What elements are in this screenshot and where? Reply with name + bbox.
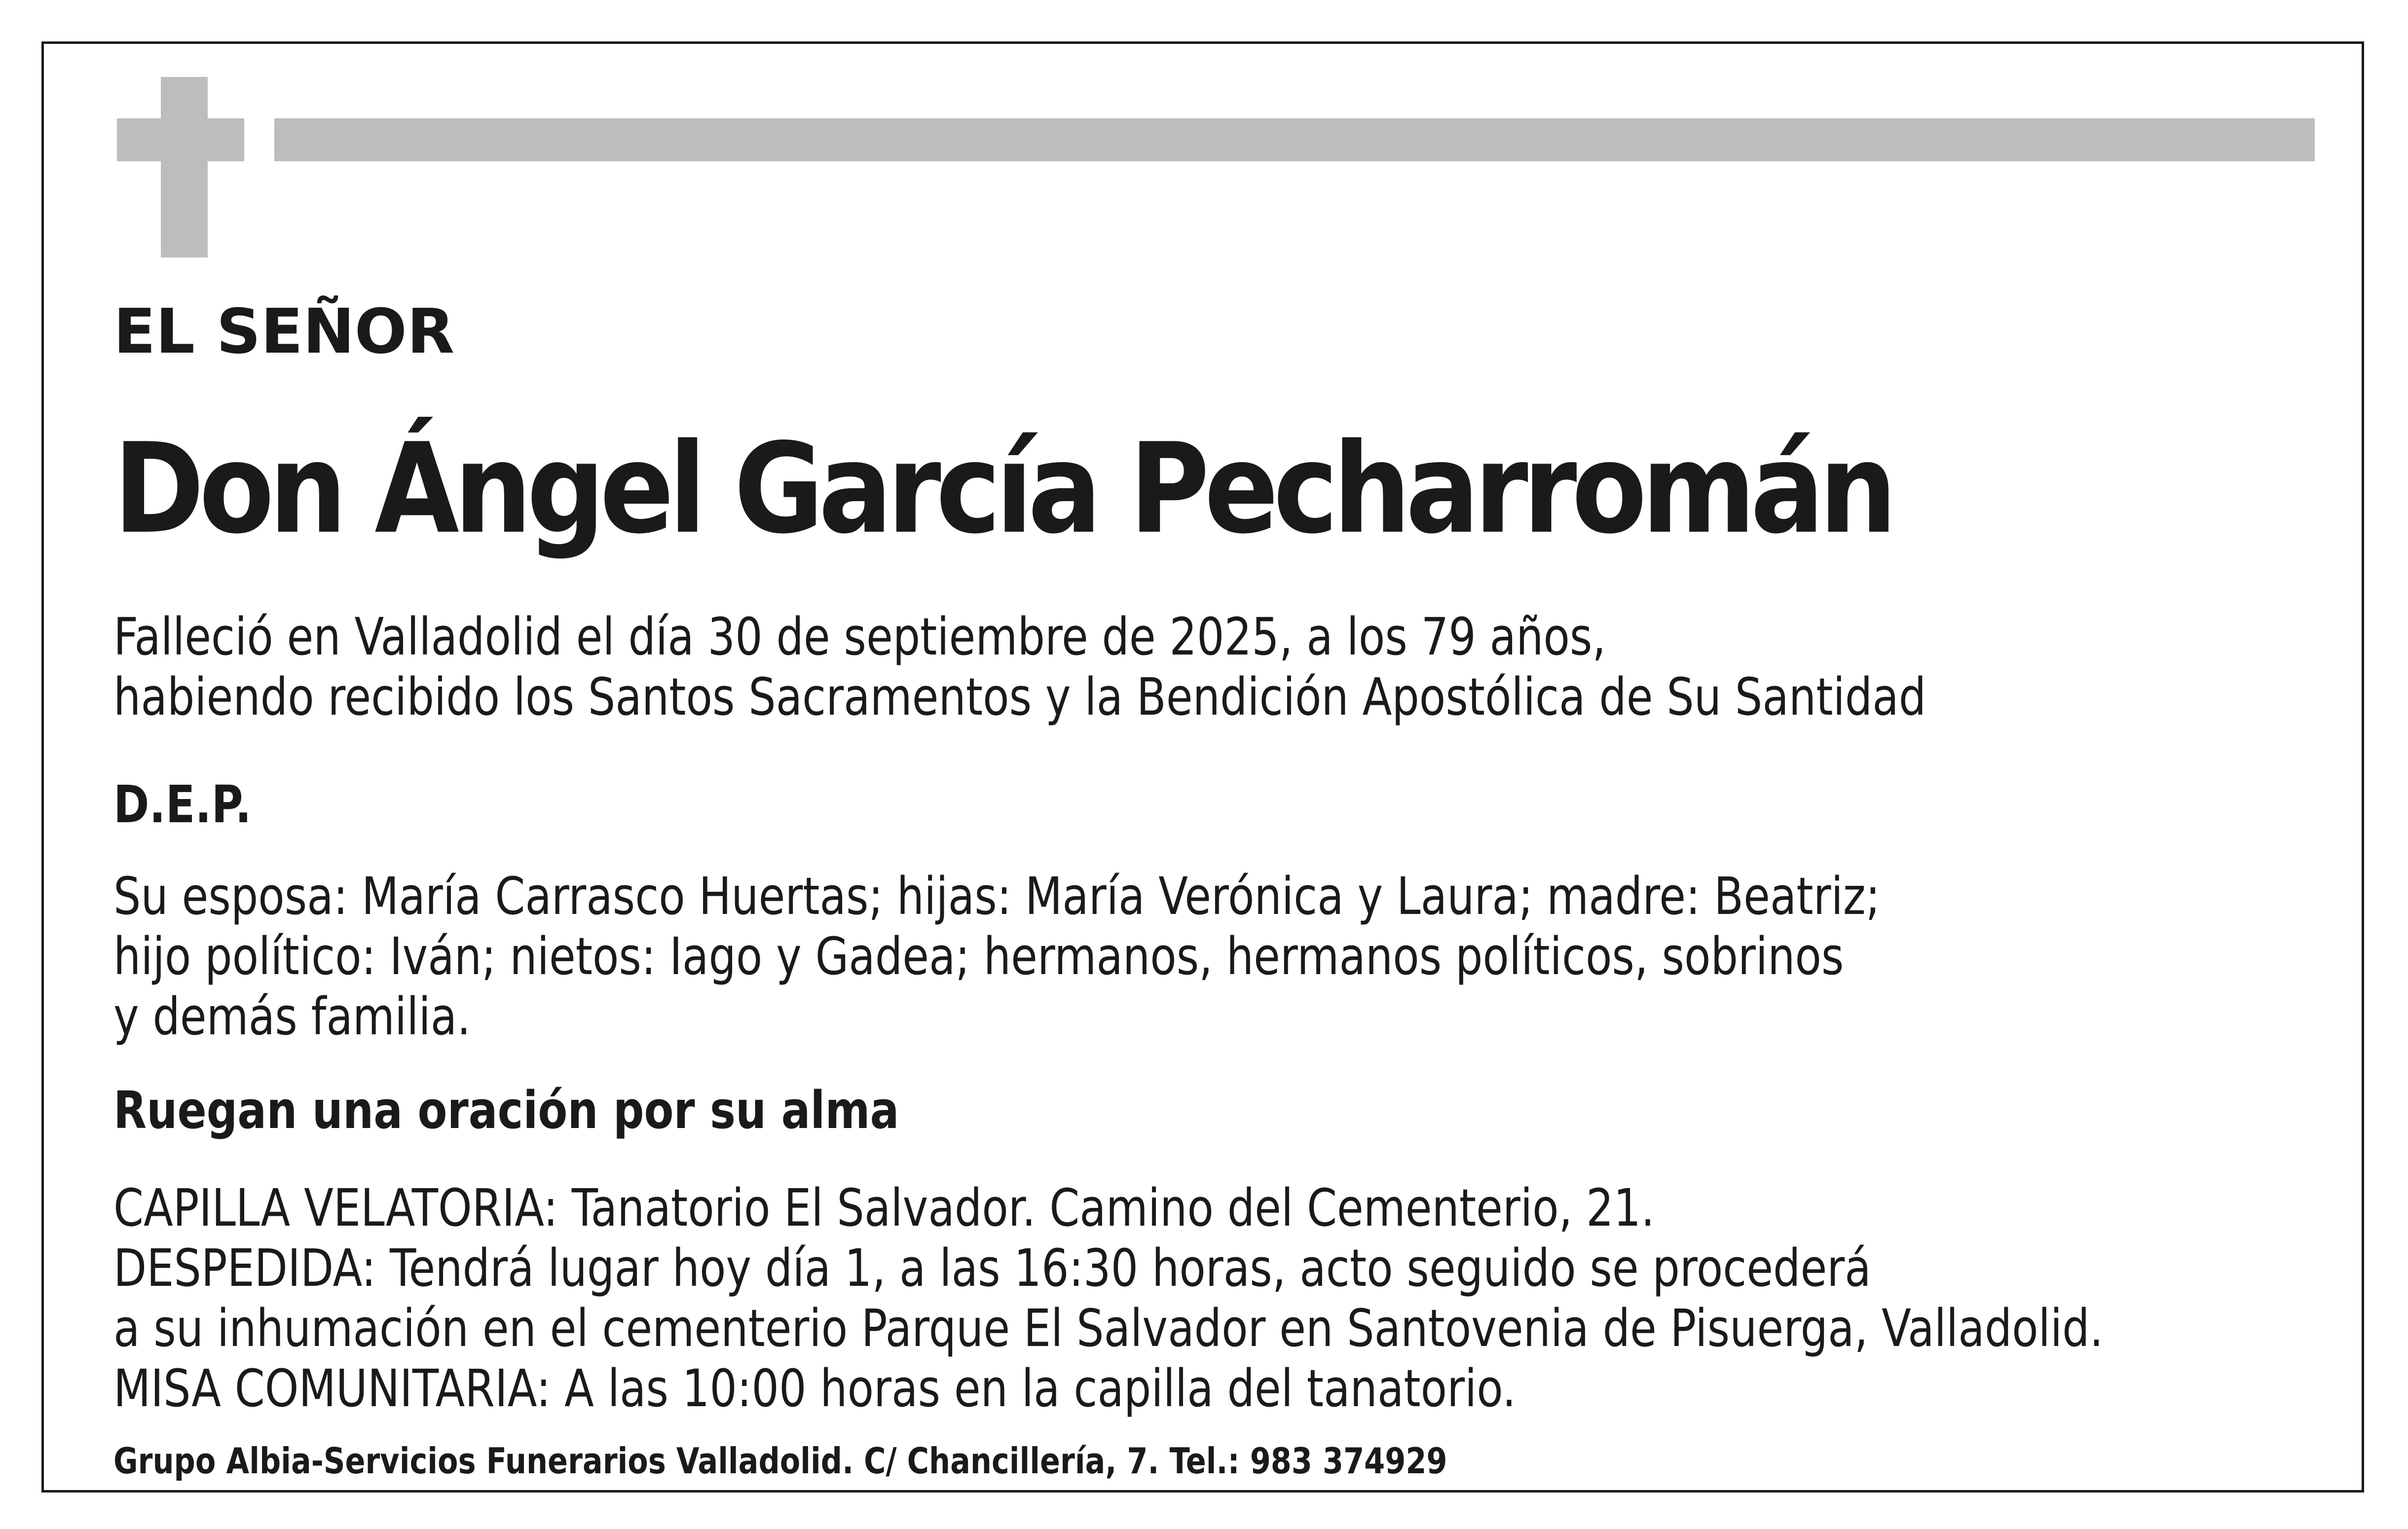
family-line: Su esposa: María Carrasco Huertas; hijas: María Verónica y Laura; madre: Beatriz; (113, 866, 1881, 926)
death-line: habiendo recibido los Santos Sacramentos y la Bendición Apostólica de Su Santidad (113, 667, 1926, 727)
header-rule (274, 118, 2315, 161)
details-paragraph (113, 1178, 2103, 1419)
details-line: MISA COMUNITARIA: A las 10:00 horas en la capilla del tanatorio. (113, 1358, 1516, 1419)
prayer-request: Ruegan una oración por su alma (113, 1080, 899, 1140)
family-line: hijo político: Iván; nietos: Iago y Gadea; hermanos, hermanos políticos, sobrinos (113, 926, 1844, 986)
cross-icon (161, 77, 208, 257)
death-paragraph (113, 607, 1926, 727)
dep-label: D.E.P. (113, 774, 252, 835)
family-paragraph (113, 866, 1880, 1047)
cross-icon-arm (117, 118, 244, 161)
deceased-name: Don Ángel García Pecharromán (113, 417, 1892, 561)
funeral-home-footer: Grupo Albia-Servicios Funerarios Valladolid. C/ Chancillería, 7. Tel.: 983 374929 (113, 1440, 1447, 1482)
title-prefix: EL SEÑOR (113, 296, 455, 367)
death-line: Falleció en Valladolid el día 30 de septiembre de 2025, a los 79 años, (113, 607, 1606, 667)
details-line: a su inhumación en el cementerio Parque El Salvador en Santovenia de Pisuerga, Valladolid. (113, 1298, 2104, 1358)
family-line: y demás familia. (113, 986, 471, 1047)
details-line: CAPILLA VELATORIA: Tanatorio El Salvador. Camino del Cementerio, 21. (113, 1178, 1655, 1238)
details-line: DESPEDIDA: Tendrá lugar hoy día 1, a las 16:30 horas, acto seguido se procederá (113, 1238, 1871, 1298)
